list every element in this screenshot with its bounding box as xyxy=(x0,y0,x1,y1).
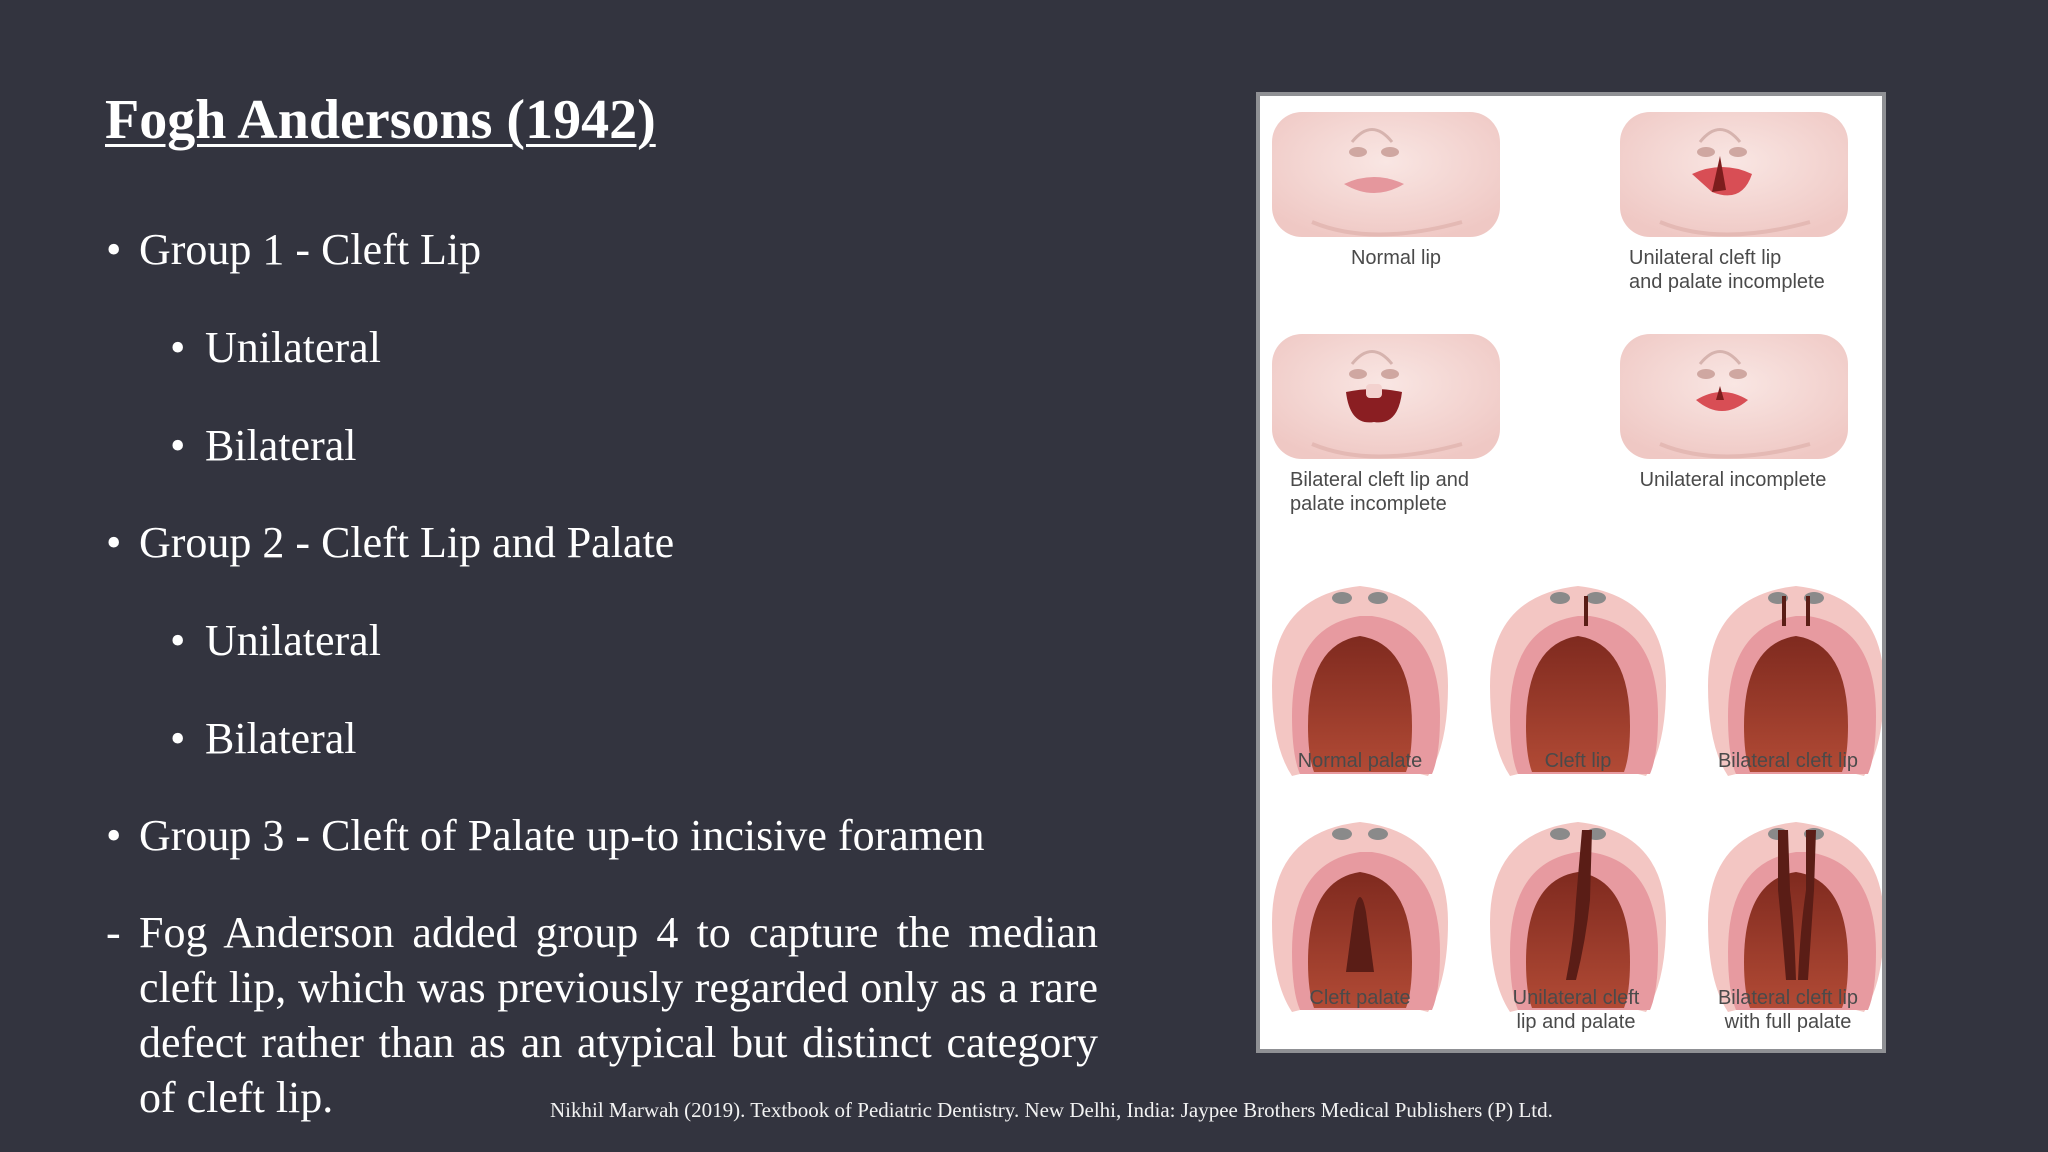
caption-unilateral-cleft-lip-palate-incomplete: Unilateral cleft lip and palate incomplete xyxy=(1629,247,1825,293)
bullet-marker: • xyxy=(170,616,186,665)
bullet-text: Group 2 - Cleft Lip and Palate xyxy=(139,518,675,567)
caption-cleft-lip: Cleft lip xyxy=(1544,750,1612,772)
bullet-text: Group 3 - Cleft of Palate up-to incisive foramen xyxy=(139,811,985,860)
bullet-text: Unilateral xyxy=(205,323,381,372)
caption-bilateral-cleft-lip-full-palate: Bilateral cleft lip with full palate xyxy=(1717,987,1859,1033)
caption-unilateral-incomplete: Unilateral incomplete xyxy=(1639,469,1827,491)
face-normal-lip-icon xyxy=(1272,112,1500,237)
cleft-illustrations xyxy=(1260,96,1882,1049)
face-unilateral-incomplete-icon xyxy=(1620,334,1848,459)
bullet-item xyxy=(106,811,985,860)
palate-cleft-palate-icon xyxy=(1272,822,1448,1012)
bullet-item xyxy=(170,616,381,665)
caption-bilateral-cleft-lip: Bilateral cleft lip xyxy=(1717,750,1859,772)
bullet-text: Bilateral xyxy=(205,714,357,763)
caption-normal-lip: Normal lip xyxy=(1350,247,1442,269)
bullet-marker: • xyxy=(170,714,186,763)
bullet-text: Unilateral xyxy=(205,616,381,665)
cleft-classification-figure xyxy=(1256,92,1886,1053)
caption-bilateral-cleft-lip-palate-incomplete: Bilateral cleft lip and palate incomplete xyxy=(1290,469,1469,515)
caption-normal-palate: Normal palate xyxy=(1297,750,1423,772)
palate-bilateral-cleft-lip-icon xyxy=(1708,586,1882,776)
note-paragraph xyxy=(106,905,1098,1125)
face-unilateral-cleft-lip-palate-incomplete-icon xyxy=(1620,112,1848,237)
slide-title: Fogh Andersons (1942) xyxy=(105,89,656,151)
caption-unilateral-cleft-lip-palate: Unilateral cleft lip and palate xyxy=(1512,987,1640,1033)
palate-unilateral-cleft-lip-palate-icon xyxy=(1490,822,1666,1012)
palate-cleft-lip-icon xyxy=(1490,586,1666,776)
bullet-text: Bilateral xyxy=(205,421,357,470)
bullet-text: Group 1 - Cleft Lip xyxy=(139,225,482,274)
face-bilateral-cleft-lip-palate-incomplete-icon xyxy=(1272,334,1500,459)
note-marker: - xyxy=(106,908,121,957)
bullet-marker: • xyxy=(106,518,122,567)
bullet-marker: • xyxy=(170,421,186,470)
bullet-item xyxy=(106,225,482,274)
palate-normal-icon xyxy=(1272,586,1448,776)
palate-bilateral-cleft-lip-full-palate-icon xyxy=(1708,822,1882,1012)
bullet-marker: • xyxy=(106,811,122,860)
citation: Nikhil Marwah (2019). Textbook of Pediatric Dentistry. New Delhi, India: Jaypee Brothers Medical Publishers (P) Ltd. xyxy=(550,1098,1553,1122)
bullet-marker: • xyxy=(170,323,186,372)
bullet-item xyxy=(106,518,675,567)
caption-cleft-palate: Cleft palate xyxy=(1309,987,1411,1009)
note-text: Fog Anderson added group 4 to capture the median cleft lip, which was previously regarded only as a rare defect rather than as an atypical but distinct category of cleft lip. xyxy=(139,908,1098,1122)
bullet-item xyxy=(170,714,357,763)
bullet-item xyxy=(170,323,381,372)
bullet-marker: • xyxy=(106,225,122,274)
bullet-item xyxy=(170,421,357,470)
